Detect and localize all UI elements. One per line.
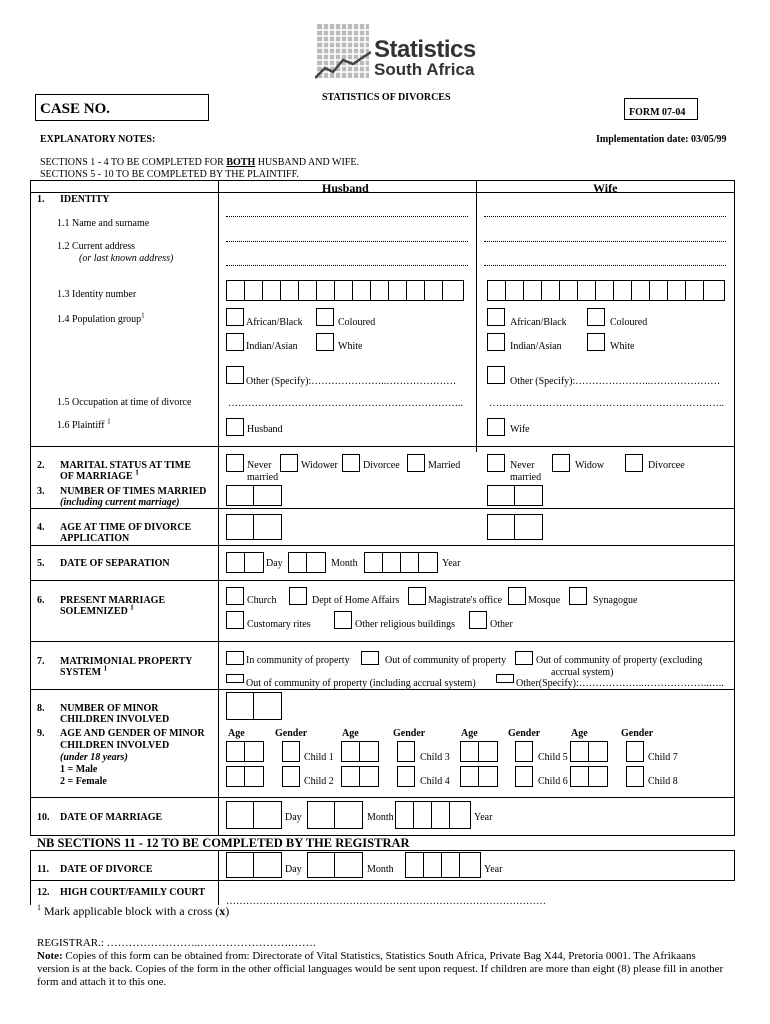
child-2-label: Child 2 [304, 776, 334, 787]
q1-6-label: 1.6 Plaintiff $^1$ [57, 417, 111, 431]
divider-after-s9 [30, 797, 735, 798]
registrar-table-label-col [218, 850, 219, 905]
q1-2-sublabel: (or last known address) [79, 253, 174, 264]
section-1-number: 1. [37, 194, 45, 205]
mosque-label: Mosque [528, 595, 561, 606]
husband-african-label: African/Black [246, 317, 303, 328]
wife-other-pop-label: Other (Specify):…………………..………………… [510, 376, 721, 387]
separation-day-label: Day [266, 558, 283, 569]
section-4-number: 4. [37, 522, 45, 533]
section-11-title: DATE OF DIVORCE [60, 864, 153, 875]
out-incl-accrual-checkbox[interactable] [226, 674, 244, 683]
sections-note-2: SECTIONS 5 - 10 TO BE COMPLETED BY THE PLAINTIFF. [40, 169, 299, 180]
plaintiff-wife-checkbox[interactable] [487, 418, 505, 436]
divider-after-s4 [30, 545, 735, 546]
registrar-note-heading: NB SECTIONS 11 - 12 TO BE COMPLETED BY THE REGISTRAR [37, 836, 410, 850]
divider-after-s7 [30, 689, 735, 690]
wife-indian-checkbox[interactable] [487, 333, 505, 351]
husband-coloured-label: Coloured [338, 317, 376, 328]
child-2-age-input[interactable] [226, 766, 264, 787]
wife-african-label: African/Black [510, 317, 567, 328]
gender-header-4: Gender [621, 728, 654, 739]
husband-other-pop-label: Other (Specify):…………………..………………… [246, 376, 457, 387]
section-12-title: HIGH COURT/FAMILY COURT [60, 887, 206, 898]
wife-coloured-checkbox[interactable] [587, 308, 605, 326]
court-name-input[interactable]: …………………………………………………………………………………… [226, 896, 546, 907]
section-10-title: DATE OF MARRIAGE [60, 812, 163, 823]
out-excl-accrual-label: Out of community of property (excluding [536, 655, 703, 666]
section-3-title: NUMBER OF TIMES MARRIED [60, 486, 207, 497]
section-9-title-2: CHILDREN INVOLVED [60, 740, 170, 751]
case-no-label: CASE NO. [40, 101, 111, 117]
note-paragraph: Note: Copies of this form can be obtained from: Directorate of Vital Statistics, Statistics South Africa, Private Bag X44, Pretoria 0001. The Afrikaans version is at the back. Copies of the form in the other official languages would be sent upon request. If children are more than eight (8) please fill in another form and attach it to this one. [37, 950, 724, 988]
separation-year-input[interactable] [364, 552, 438, 573]
husband-address-line-1[interactable] [226, 230, 468, 242]
child-2-gender-input[interactable] [282, 766, 300, 787]
section-9-number: 9. [37, 728, 45, 739]
child-3-label: Child 3 [420, 752, 450, 763]
property-other-checkbox[interactable] [496, 674, 514, 683]
q1-5-label: 1.5 Occupation at time of divorce [57, 397, 192, 408]
husband-african-checkbox[interactable] [226, 308, 244, 326]
child-3-gender-input[interactable] [397, 741, 415, 762]
minor-children-count-input[interactable] [226, 692, 282, 720]
synagogue-label: Synagogue [593, 595, 638, 606]
marriage-day-input[interactable] [226, 801, 282, 829]
child-1-age-input[interactable] [226, 741, 264, 762]
child-4-age-input[interactable] [341, 766, 379, 787]
child-7-gender-input[interactable] [626, 741, 644, 762]
solemnized-other-checkbox[interactable] [469, 611, 487, 629]
child-7-label: Child 7 [648, 752, 678, 763]
solemnized-other-label: Other [490, 619, 513, 630]
gender-female-key: 2 = Female [60, 776, 107, 787]
in-community-label: In community of property [246, 655, 350, 666]
separation-day-input[interactable] [226, 552, 264, 573]
wife-white-label: White [610, 341, 635, 352]
child-5-gender-input[interactable] [515, 741, 533, 762]
footnote: $^1$ Mark applicable block with a cross (x) [37, 903, 230, 918]
child-4-label: Child 4 [420, 776, 450, 787]
husband-divorcee-label: Divorcee [363, 460, 400, 471]
child-4-gender-input[interactable] [397, 766, 415, 787]
plaintiff-husband-checkbox[interactable] [226, 418, 244, 436]
section-6-title-2: SOLEMNIZED $^1$ [60, 603, 134, 617]
husband-widower-checkbox[interactable] [280, 454, 298, 472]
husband-married-label: Married [428, 460, 461, 471]
marriage-month-label: Month [367, 812, 394, 823]
form-number-box [624, 98, 698, 120]
section-7-title-1: MATRIMONIAL PROPERTY [60, 656, 193, 667]
case-no-field[interactable] [35, 94, 209, 121]
wife-african-checkbox[interactable] [487, 308, 505, 326]
husband-white-checkbox[interactable] [316, 333, 334, 351]
out-excl-accrual-checkbox[interactable] [515, 651, 533, 665]
in-community-checkbox[interactable] [226, 651, 244, 665]
separation-year-label: Year [442, 558, 461, 569]
property-other-label: Other(Specify):………………..………………..….. [516, 678, 724, 689]
child-6-age-input[interactable] [460, 766, 498, 787]
husband-married-checkbox[interactable] [407, 454, 425, 472]
customary-checkbox[interactable] [226, 611, 244, 629]
section-2-title-1: MARITAL STATUS AT TIME [60, 460, 191, 471]
marriage-day-label: Day [285, 812, 302, 823]
child-5-label: Child 5 [538, 752, 568, 763]
child-1-label: Child 1 [304, 752, 334, 763]
q1-2-label: 1.2 Current address [57, 241, 136, 252]
q1-3-label: 1.3 Identity number [57, 289, 137, 300]
divider-after-s1 [30, 446, 735, 447]
child-1-gender-input[interactable] [282, 741, 300, 762]
explanatory-notes-heading: EXPLANATORY NOTES: [40, 134, 156, 145]
divorce-year-label: Year [484, 864, 503, 875]
child-5-age-input[interactable] [460, 741, 498, 762]
registrar-table-top [30, 850, 735, 851]
husband-other-pop-checkbox[interactable] [226, 366, 244, 384]
section-5-title: DATE OF SEPARATION [60, 558, 170, 569]
husband-never-married-checkbox[interactable] [226, 454, 244, 472]
out-incl-accrual-label: Out of community of property (including accrual system) [246, 678, 476, 689]
section-8-number: 8. [37, 703, 45, 714]
magistrate-label: Magistrate's office [428, 595, 503, 606]
child-8-age-input[interactable] [570, 766, 608, 787]
husband-divorcee-checkbox[interactable] [342, 454, 360, 472]
husband-white-label: White [338, 341, 363, 352]
husband-id-number-input[interactable] [226, 280, 464, 301]
section-6-number: 6. [37, 595, 45, 606]
divorce-month-input[interactable] [307, 852, 363, 878]
home-affairs-label: Dept of Home Affairs [312, 595, 400, 606]
age-header-3: Age [461, 728, 478, 739]
out-community-checkbox[interactable] [361, 651, 379, 665]
section-12-number: 12. [37, 887, 50, 898]
wife-indian-label: Indian/Asian [510, 341, 562, 352]
divorce-day-input[interactable] [226, 852, 282, 878]
husband-never-label: Never [247, 460, 272, 471]
wife-divorcee-label: Divorcee [648, 460, 685, 471]
husband-name-input[interactable] [226, 205, 468, 217]
plaintiff-wife-label: Wife [510, 424, 530, 435]
wife-occupation-input[interactable]: …………………………………………………………….. [489, 398, 724, 409]
divorce-month-label: Month [367, 864, 394, 875]
wife-never-married-checkbox[interactable] [487, 454, 505, 472]
divorce-year-input[interactable] [405, 852, 481, 878]
magistrate-checkbox[interactable] [408, 587, 426, 605]
gender-header-3: Gender [508, 728, 541, 739]
marriage-year-input[interactable] [395, 801, 471, 829]
husband-indian-label: Indian/Asian [246, 341, 298, 352]
section-11-number: 11. [37, 864, 49, 875]
section-6-title-1: PRESENT MARRIAGE [60, 595, 166, 606]
home-affairs-checkbox[interactable] [289, 587, 307, 605]
age-header-2: Age [342, 728, 359, 739]
plaintiff-husband-label: Husband [247, 424, 283, 435]
logo-grid-icon [315, 22, 371, 80]
section-7-number: 7. [37, 656, 45, 667]
church-label: Church [247, 595, 277, 606]
age-header-1: Age [228, 728, 245, 739]
section-5-number: 5. [37, 558, 45, 569]
column-husband: Husband [322, 181, 369, 195]
wife-other-pop-checkbox[interactable] [487, 366, 505, 384]
wife-id-number-input[interactable] [487, 280, 725, 301]
marriage-year-label: Year [474, 812, 493, 823]
separation-month-label: Month [331, 558, 358, 569]
other-religious-checkbox[interactable] [334, 611, 352, 629]
registrar-signature-line[interactable]: REGISTRAR.: ……………………..…………………….……. [37, 937, 316, 949]
child-8-gender-input[interactable] [626, 766, 644, 787]
wife-divorcee-checkbox[interactable] [625, 454, 643, 472]
husband-address-line-2[interactable] [226, 254, 468, 266]
implementation-date: Implementation date: 03/05/99 [596, 134, 727, 145]
husband-widower-label: Widower [301, 460, 338, 471]
form-title: STATISTICS OF DIVORCES [322, 92, 451, 103]
wife-name-input[interactable] [484, 205, 726, 217]
registrar-table-right [734, 850, 735, 880]
logo-text-line2: South Africa [374, 60, 475, 79]
section-10-number: 10. [37, 812, 50, 823]
wife-address-line-1[interactable] [484, 230, 726, 242]
wife-widow-checkbox[interactable] [552, 454, 570, 472]
table-husband-wife-divider [476, 180, 477, 452]
husband-times-married-input[interactable] [226, 485, 282, 506]
child-7-age-input[interactable] [570, 741, 608, 762]
section-8-title-1: NUMBER OF MINOR [60, 703, 159, 714]
registrar-table-left [30, 850, 31, 905]
section-9-subtitle: (under 18 years) [60, 752, 128, 763]
wife-address-line-2[interactable] [484, 254, 726, 266]
registrar-table-mid [30, 880, 735, 881]
husband-indian-checkbox[interactable] [226, 333, 244, 351]
section-1-title: IDENTITY [60, 194, 110, 205]
husband-coloured-checkbox[interactable] [316, 308, 334, 326]
customary-label: Customary rites [247, 619, 311, 630]
section-9-title-1: AGE AND GENDER OF MINOR [60, 728, 205, 739]
wife-married-sub-label: married [510, 472, 542, 483]
separation-month-input[interactable] [288, 552, 326, 573]
section-8-title-2: CHILDREN INVOLVED [60, 714, 170, 725]
sections-note-1: SECTIONS 1 - 4 TO BE COMPLETED FOR BOTH HUSBAND AND WIFE. [40, 157, 359, 168]
out-community-label: Out of community of property [385, 655, 507, 666]
form-number: FORM 07-04 [629, 107, 686, 118]
table-top-border [30, 180, 735, 181]
divider-after-s6 [30, 641, 735, 642]
logo-text-line1: Statistics [374, 36, 476, 63]
synagogue-checkbox[interactable] [569, 587, 587, 605]
q1-1-label: 1.1 Name and surname [57, 218, 150, 229]
husband-married-sub-label: married [247, 472, 279, 483]
wife-never-label: Never [510, 460, 535, 471]
wife-times-married-input[interactable] [487, 485, 543, 506]
wife-age-input[interactable] [487, 514, 543, 540]
section-4-title-2: APPLICATION [60, 533, 130, 544]
other-religious-label: Other religious buildings [355, 619, 455, 630]
section-2-title-2: OF MARRIAGE $^1$ [60, 468, 139, 482]
child-6-gender-input[interactable] [515, 766, 533, 787]
mosque-checkbox[interactable] [508, 587, 526, 605]
gender-header-2: Gender [393, 728, 426, 739]
out-excl-accrual-label-2: accrual system) [551, 667, 614, 678]
section-3-subtitle: (including current marriage) [60, 497, 180, 508]
child-6-label: Child 6 [538, 776, 568, 787]
child-3-age-input[interactable] [341, 741, 379, 762]
marriage-month-input[interactable] [307, 801, 363, 829]
gender-header-1: Gender [275, 728, 308, 739]
husband-age-input[interactable] [226, 514, 282, 540]
wife-widow-label: Widow [575, 460, 605, 471]
section-2-number: 2. [37, 460, 45, 471]
wife-white-checkbox[interactable] [587, 333, 605, 351]
divider-after-s3 [30, 508, 735, 509]
church-checkbox[interactable] [226, 587, 244, 605]
divorce-day-label: Day [285, 864, 302, 875]
gender-male-key: 1 = Male [60, 764, 98, 775]
column-wife: Wife [593, 181, 618, 195]
child-8-label: Child 8 [648, 776, 678, 787]
section-3-number: 3. [37, 486, 45, 497]
divider-after-s5 [30, 580, 735, 581]
wife-coloured-label: Coloured [610, 317, 648, 328]
husband-occupation-input[interactable]: …………………………………………………………….. [228, 398, 463, 409]
q1-4-label: 1.4 Population group$^1$ [57, 311, 145, 325]
table-header-border [30, 192, 735, 193]
section-4-title-1: AGE AT TIME OF DIVORCE [60, 522, 192, 533]
section-7-title-2: SYSTEM $^1$ [60, 664, 108, 678]
age-header-4: Age [571, 728, 588, 739]
